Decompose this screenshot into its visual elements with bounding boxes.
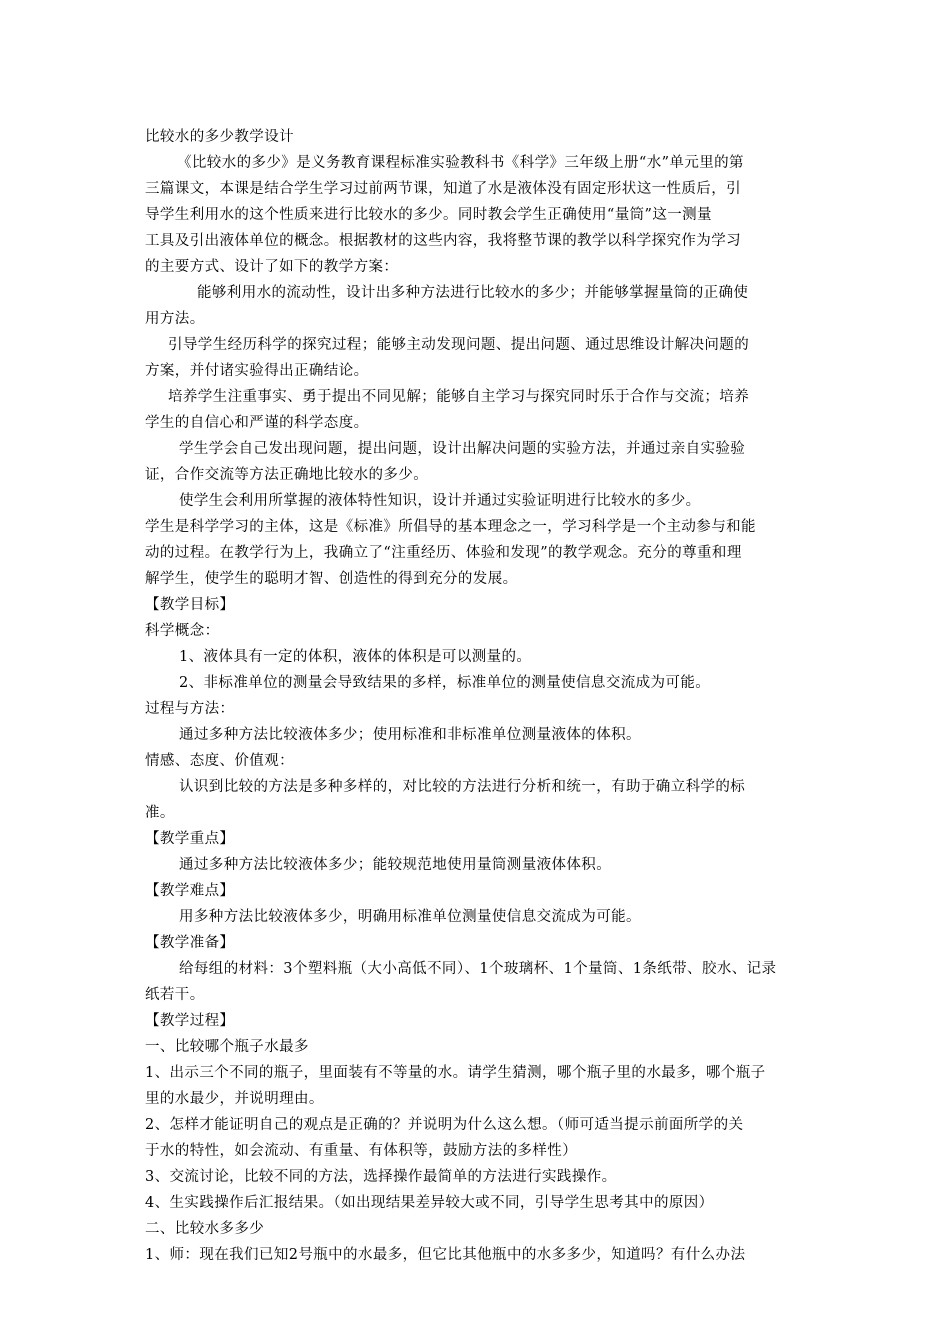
text-line: 准。 (145, 805, 175, 821)
text-line: 动的过程。在教学行为上，我确立了“注重经历、体验和发现”的教学观念。充分的尊重和理 (145, 545, 742, 561)
text-line: 导学生利用水的这个性质来进行比较水的多少。同时教会学生正确使用“量筒”这一测量 (145, 207, 712, 223)
text-line: 二、比较水多多少 (145, 1221, 265, 1237)
text-line: 学生的自信心和严谨的科学态度。 (145, 415, 369, 431)
text-line: 2、怎样才能证明自己的观点是正确的？并说明为什么这么想。（师可适当提示前面所学的关 (145, 1117, 744, 1133)
text-line: 【教学过程】 (145, 1013, 235, 1029)
text-line: 里的水最少，并说明理由。 (145, 1091, 324, 1107)
text-line: 工具及引出液体单位的概念。根据教材的这些内容，我将整节课的教学以科学探究作为学习 (145, 233, 741, 249)
text-line: 【教学准备】 (145, 935, 235, 951)
document-page (145, 124, 808, 1268)
text-line: 培养学生注重事实、勇于提出不同见解；能够自主学习与探究同时乐于合作与交流；培养 (168, 389, 750, 405)
text-line: 引导学生经历科学的探究过程；能够主动发现问题、提出问题、通过思维设计解决问题的 (168, 337, 750, 353)
text-line: 方案，并付诸实验得出正确结论。 (145, 363, 369, 379)
text-line: 《比较水的多少》是义务教育课程标准实验教科书《科学》三年级上册“水”单元里的第 (177, 155, 744, 171)
text-line: 学生是科学学习的主体，这是《标准》所倡导的基本理念之一，学习科学是一个主动参与和能 (145, 519, 756, 535)
text-line: 解学生，使学生的聪明才智、创造性的得到充分的发展。 (145, 571, 518, 587)
text-line: 认识到比较的方法是多种多样的，对比较的方法进行分析和统一，有助于确立科学的标 (179, 779, 746, 795)
text-line: 2、非标准单位的测量会导致结果的多样，标准单位的测量使信息交流成为可能。 (179, 675, 711, 691)
document-title: 比较水的多少教学设计 (145, 129, 294, 145)
text-line: 1、出示三个不同的瓶子，里面装有不等量的水。请学生猜测，哪个瓶子里的水最多，哪个瓶子 (145, 1065, 766, 1081)
text-line: 使学生会利用所掌握的液体特性知识，设计并通过实验证明进行比较水的多少。 (179, 493, 701, 509)
text-line: 用方法。 (145, 311, 205, 327)
text-line: 证，合作交流等方法正确地比较水的多少。 (145, 467, 429, 483)
text-line: 4、生实践操作后汇报结果。（如出现结果差异较大或不同，引导学生思考其中的原因） (145, 1195, 714, 1211)
text-line: 科学概念： (145, 623, 220, 639)
text-line: 通过多种方法比较液体多少；使用标准和非标准单位测量液体的体积。 (179, 727, 641, 743)
text-line: 纸若干。 (145, 987, 205, 1003)
text-line: 【教学重点】 (145, 831, 235, 847)
text-line: 给每组的材料：3个塑料瓶（大小高低不同）、1个玻璃杯、1个量筒、1条纸带、胶水、记录 (179, 961, 777, 977)
text-line: 三篇课文，本课是结合学生学习过前两节课，知道了水是液体没有固定形状这一性质后，引 (145, 181, 741, 197)
text-line: 【教学难点】 (145, 883, 235, 899)
text-line: 【教学目标】 (145, 597, 235, 613)
text-line: 用多种方法比较液体多少，明确用标准单位测量使信息交流成为可能。 (179, 909, 641, 925)
text-line: 能够利用水的流动性，设计出多种方法进行比较水的多少；并能够掌握量筒的正确使 (197, 285, 749, 301)
text-line: 情感、态度、价值观： (145, 753, 294, 769)
text-line: 学生学会自己发出现问题，提出问题，设计出解决问题的实验方法，并通过亲自实验验 (179, 441, 746, 457)
text-line: 一、比较哪个瓶子水最多 (145, 1039, 309, 1055)
text-line: 1、师：现在我们已知2号瓶中的水最多，但它比其他瓶中的水多多少，知道吗？有什么办法 (145, 1247, 746, 1263)
text-line: 3、交流讨论，比较不同的方法，选择操作最简单的方法进行实践操作。 (145, 1169, 617, 1185)
text-line: 的主要方式、设计了如下的教学方案： (145, 259, 399, 275)
document-body (145, 150, 808, 1268)
text-line: 通过多种方法比较液体多少；能较规范地使用量筒测量液体体积。 (179, 857, 612, 873)
text-line: 1、液体具有一定的体积，液体的体积是可以测量的。 (179, 649, 532, 665)
text-line: 于水的特性，如会流动、有重量、有体积等，鼓励方法的多样性） (145, 1143, 578, 1159)
text-line: 过程与方法： (145, 701, 235, 717)
